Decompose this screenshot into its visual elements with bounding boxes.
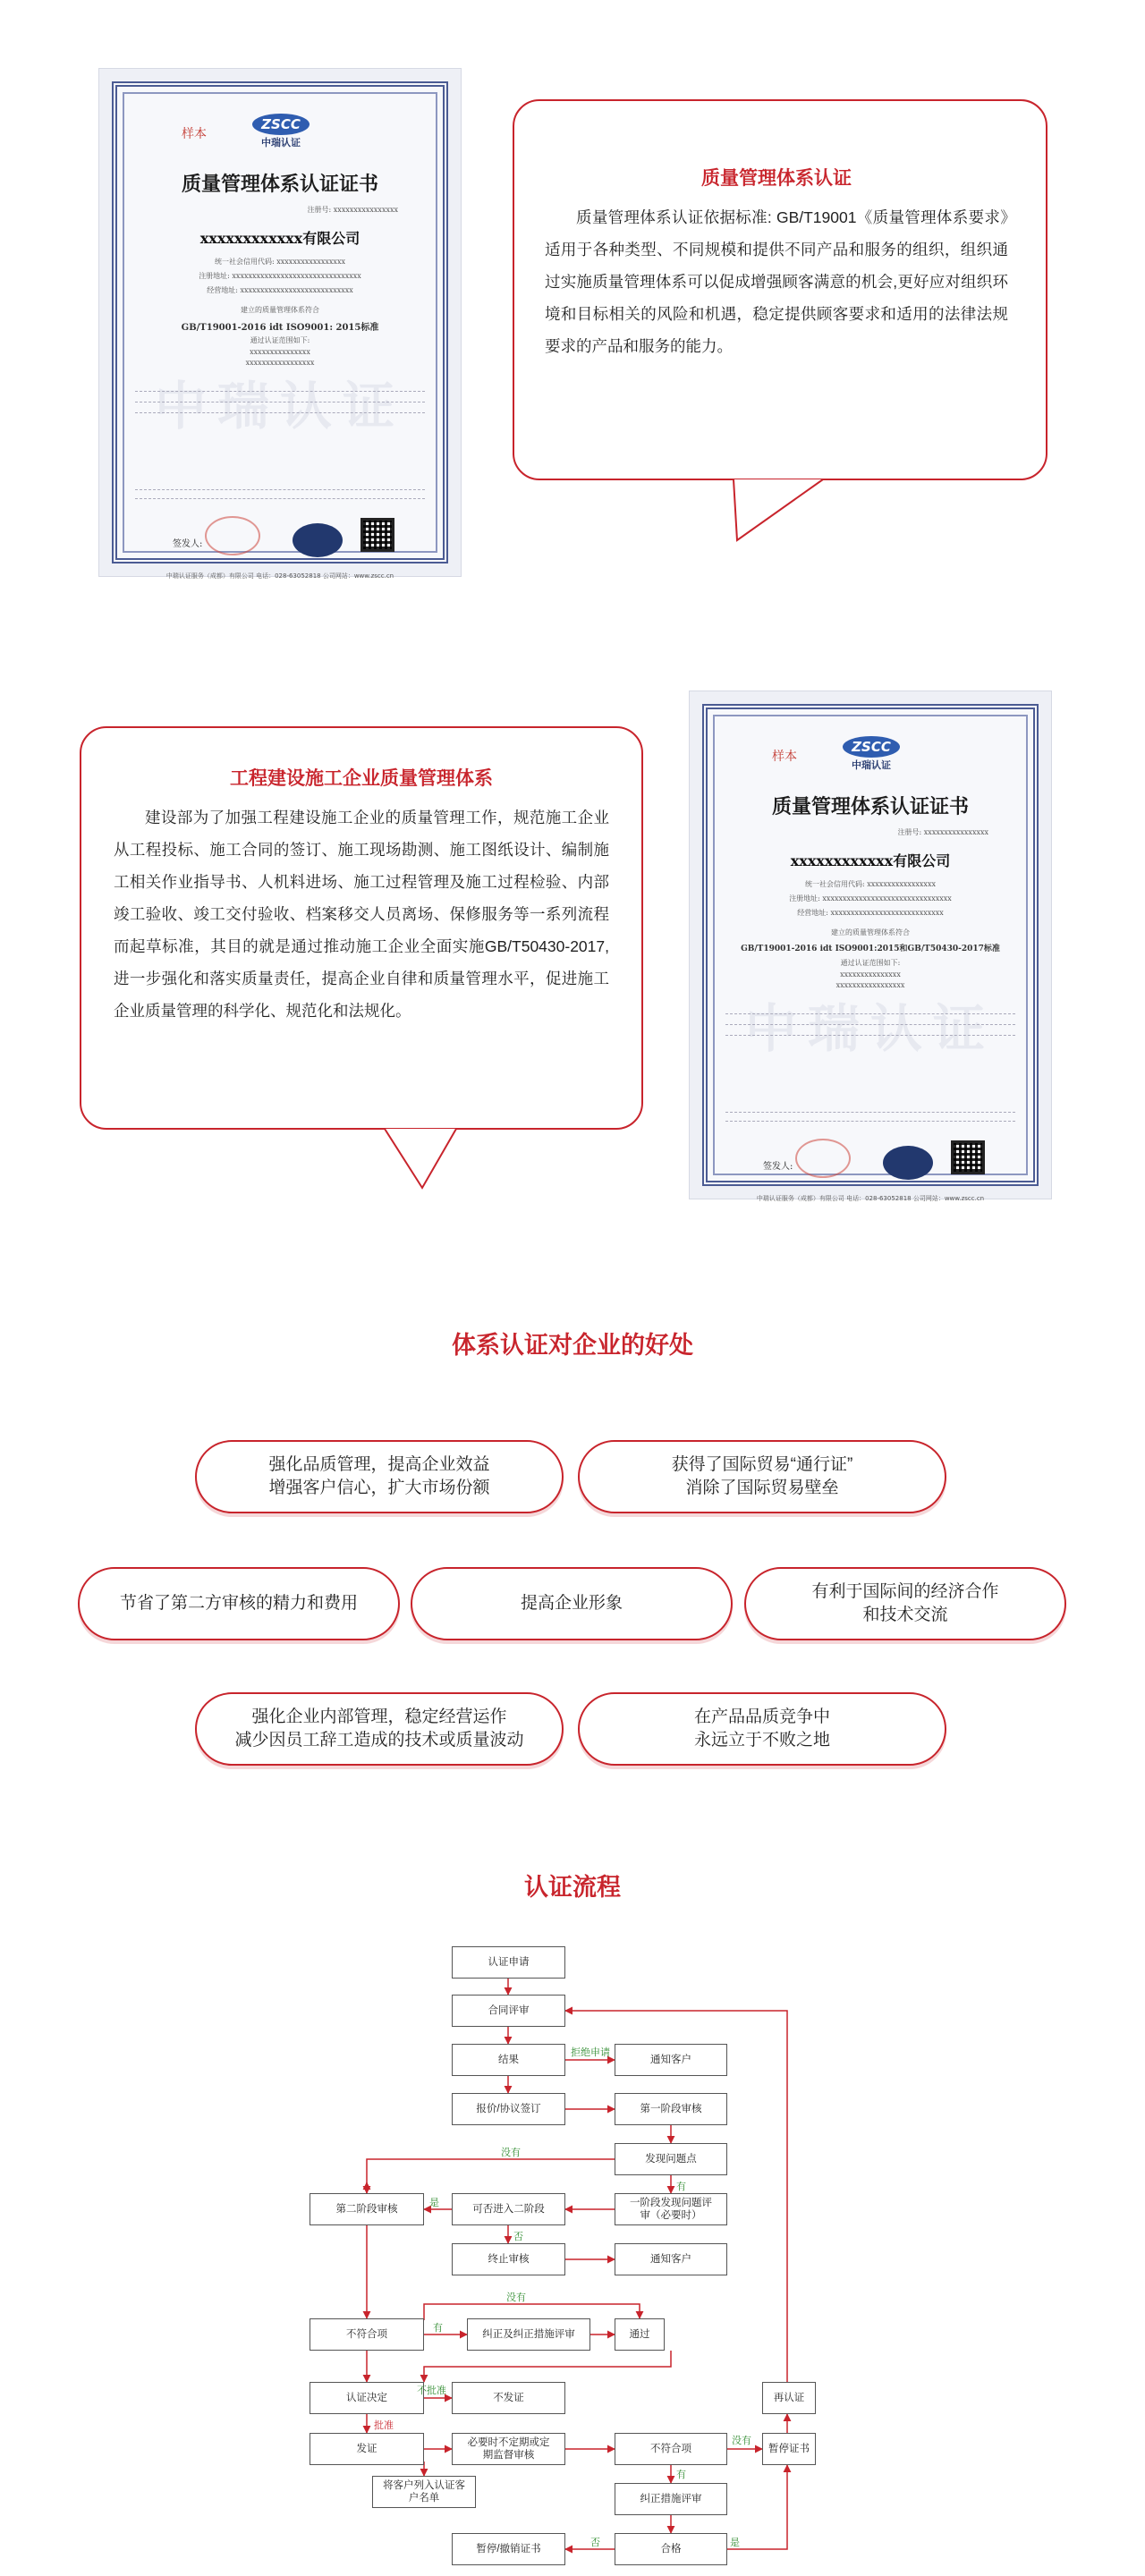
- credit-code: 统一社会信用代码: xxxxxxxxxxxxxxxxx: [805, 880, 936, 888]
- bubble-tail: [716, 474, 841, 546]
- edge-label: 否: [513, 2232, 523, 2242]
- qr-code-icon: [360, 518, 394, 552]
- scope-line-2: xxxxxxxxxxxxxxxxx: [835, 981, 905, 989]
- scope-label: 通过认证范围如下:: [840, 959, 901, 967]
- flow-node-notify-1: 通知客户: [615, 2044, 727, 2076]
- divider: [725, 1035, 1015, 1036]
- certificate-title: 质量管理体系认证证书: [771, 795, 969, 818]
- certificate-image-1: [98, 68, 462, 580]
- cert-footer: 中瑞认证服务（成都）有限公司 电话：028-63052818 公司网站：www.zscc.cn: [165, 572, 394, 580]
- bubble-body: 质量管理体系认证依据标准: GB/T19001《质量管理体系要求》适用于各种类型、不同规模和提供不同产品和服务的组织，组织通过实施质量管理体系可以促成增强顾客满意的机会,更好应对组织环境和目标相关的风险和机遇，稳定提供顾客要求和适用的法律法规要求的产品和服务的能力。: [545, 208, 1008, 355]
- scope-line-1: xxxxxxxxxxxxxxx: [250, 348, 310, 356]
- company-name: xxxxxxxxxxxx有限公司: [199, 230, 360, 247]
- signer-label: 签发人:: [763, 1162, 793, 1172]
- watermark: 中瑞认证: [744, 998, 996, 1059]
- seal-icon: [205, 516, 260, 555]
- zscc-logo: ZSCC 中瑞认证: [242, 114, 319, 149]
- flow-node-nonissue: 不发证: [452, 2382, 565, 2414]
- edge-label: 批准: [374, 2420, 394, 2431]
- flow-node-findings: 发现问题点: [615, 2143, 727, 2175]
- flow-node-corrective: 纠正措施评审: [615, 2483, 727, 2515]
- flow-node-issue: 发证: [310, 2433, 424, 2465]
- benefit-item: 强化企业内部管理，稳定经营运作 减少因员工辞工造成的技术或质量波动: [195, 1692, 564, 1766]
- divider: [135, 412, 425, 413]
- accreditation-badge-icon: [883, 1146, 933, 1180]
- flow-node-apply: 认证申请: [452, 1946, 565, 1979]
- flow-node-suspend-cert: 暂停证书: [762, 2433, 816, 2465]
- edge-label: 没有: [506, 2292, 526, 2303]
- benefit-item: 在产品品质竞争中 永远立于不败之地: [578, 1692, 946, 1766]
- benefits-title: 体系认证对企业的好处: [452, 1332, 693, 1359]
- benefit-item: 强化品质管理，提高企业效益 增强客户信心，扩大市场份额: [195, 1440, 564, 1513]
- divider: [725, 1112, 1015, 1113]
- flow-node-stage2: 第二阶段审核: [310, 2193, 424, 2225]
- flow-node-nonconf-1: 不符合项: [310, 2318, 424, 2351]
- edge-label: 有: [433, 2323, 443, 2334]
- bubble-body: 建设部为了加强工程建设施工企业的质量管理工作，规范施工企业从工程投标、施工合同的签订、施工现场勘测、施工图纸设计、编制施工相关作业指导书、人机料进场、施工过程管理及施工过程检验、内部竣工验收、竣工交付验收、档案移交人员离场、保修服务等一系列流程而起草标准，其目的就是通过推动施工企业全面实施GB/T50430-2017,进一步强化和落实质量责任，提高企业自律和质量管理水平，促进施工企业质量管理的科学化、规范化和法规化。: [114, 809, 609, 1020]
- cert-number: 注册号: xxxxxxxxxxxxxxxx: [897, 828, 988, 836]
- edge-label: 否: [590, 2538, 600, 2548]
- edge-label: 是: [730, 2538, 740, 2548]
- built-line: 建立的质量管理体系符合: [831, 928, 910, 936]
- accreditation-badge-icon: [293, 523, 343, 557]
- flow-node-can-enter: 可否进入二阶段: [452, 2193, 565, 2225]
- bubble-title: 工程建设施工企业质量管理体系: [230, 768, 493, 789]
- company-name: xxxxxxxxxxxx有限公司: [790, 852, 951, 869]
- op-address: 经营地址: xxxxxxxxxxxxxxxxxxxxxxxxxxxx: [207, 286, 353, 294]
- benefit-item: 提高企业形象: [411, 1567, 733, 1640]
- divider: [135, 489, 425, 490]
- signer-label: 签发人:: [173, 539, 203, 549]
- flow-node-stage1: 第一阶段审核: [615, 2093, 727, 2125]
- reg-address: 注册地址: xxxxxxxxxxxxxxxxxxxxxxxxxxxxxxxx: [789, 894, 952, 902]
- flow-node-decision: 认证决定: [310, 2382, 424, 2414]
- flow-node-pass: 通过: [615, 2318, 665, 2351]
- edge-label: 有: [676, 2470, 686, 2480]
- built-line: 建立的质量管理体系符合: [241, 306, 319, 314]
- bubble-tail: [379, 1123, 469, 1195]
- speech-bubble-qms: [513, 99, 1047, 480]
- scope-line-1: xxxxxxxxxxxxxxx: [840, 970, 901, 979]
- scope-label: 通过认证范围如下:: [250, 336, 310, 344]
- flow-title: 认证流程: [524, 1874, 621, 1901]
- flow-node-list-client: 将客户列入认证客户名单: [372, 2476, 476, 2508]
- flow-node-notify-2: 通知客户: [615, 2243, 727, 2275]
- cert-footer: 中瑞认证服务（成都）有限公司 电话：028-63052818 公司网站：www.zscc.cn: [756, 1195, 985, 1202]
- edge-label: 不批准: [417, 2385, 446, 2396]
- standard-line: GB/T19001-2016 idt ISO9001: 2015标准: [181, 323, 379, 333]
- seal-icon: [795, 1139, 851, 1178]
- reg-address: 注册地址: xxxxxxxxxxxxxxxxxxxxxxxxxxxxxxxx: [199, 272, 361, 280]
- divider: [135, 498, 425, 499]
- speech-bubble-construction: [80, 726, 643, 1130]
- edge-label: 有: [676, 2182, 686, 2192]
- flow-node-contract: 合同评审: [452, 1995, 565, 2027]
- edge-label: 没有: [732, 2436, 751, 2446]
- standard-line: GB/T19001-2016 idt ISO9001:2015和GB/T50430-2017标准: [741, 945, 1000, 953]
- certificate-title: 质量管理体系认证证书: [181, 173, 378, 196]
- certificate-image-2: [689, 691, 1052, 1202]
- cert-number: 注册号: xxxxxxxxxxxxxxxx: [307, 206, 398, 214]
- edge-label: 拒绝申请: [571, 2047, 610, 2058]
- divider: [725, 1121, 1015, 1122]
- benefit-item: 节省了第二方审核的精力和费用: [78, 1567, 400, 1640]
- qr-code-icon: [951, 1140, 985, 1174]
- flow-node-surveil: 必要时不定期或定期监督审核: [452, 2433, 565, 2465]
- watermark: 中瑞认证: [154, 376, 405, 436]
- divider: [725, 1024, 1015, 1025]
- op-address: 经营地址: xxxxxxxxxxxxxxxxxxxxxxxxxxxx: [797, 909, 944, 917]
- flow-node-quote: 报价/协议签订: [452, 2093, 565, 2125]
- flow-node-suspend-revoke: 暂停/撤销证书: [452, 2533, 565, 2565]
- flow-node-result: 结果: [452, 2044, 565, 2076]
- scope-line-2: xxxxxxxxxxxxxxxxx: [245, 359, 315, 367]
- benefit-item: 有利于国际间的经济合作 和技术交流: [744, 1567, 1066, 1640]
- flow-node-stage1-review: 一阶段发现问题评审（必要时）: [615, 2193, 727, 2225]
- flow-node-correct-review: 纠正及纠正措施评审: [467, 2318, 590, 2351]
- divider: [725, 1013, 1015, 1014]
- zscc-logo: ZSCC 中瑞认证: [833, 736, 910, 772]
- edge-label: 是: [429, 2198, 439, 2208]
- flow-node-nonconf-2: 不符合项: [615, 2433, 727, 2465]
- edge-label: 没有: [501, 2148, 521, 2158]
- bubble-title: 质量管理体系认证: [701, 168, 852, 189]
- flow-node-recert: 再认证: [762, 2382, 816, 2414]
- sample-mark: 样本: [182, 127, 207, 141]
- benefit-item: 获得了国际贸易“通行证” 消除了国际贸易壁垒: [578, 1440, 946, 1513]
- sample-mark: 样本: [772, 750, 797, 764]
- divider: [135, 391, 425, 392]
- flow-node-ok: 合格: [615, 2533, 727, 2565]
- flow-node-stop: 终止审核: [452, 2243, 565, 2275]
- credit-code: 统一社会信用代码: xxxxxxxxxxxxxxxxx: [215, 258, 345, 266]
